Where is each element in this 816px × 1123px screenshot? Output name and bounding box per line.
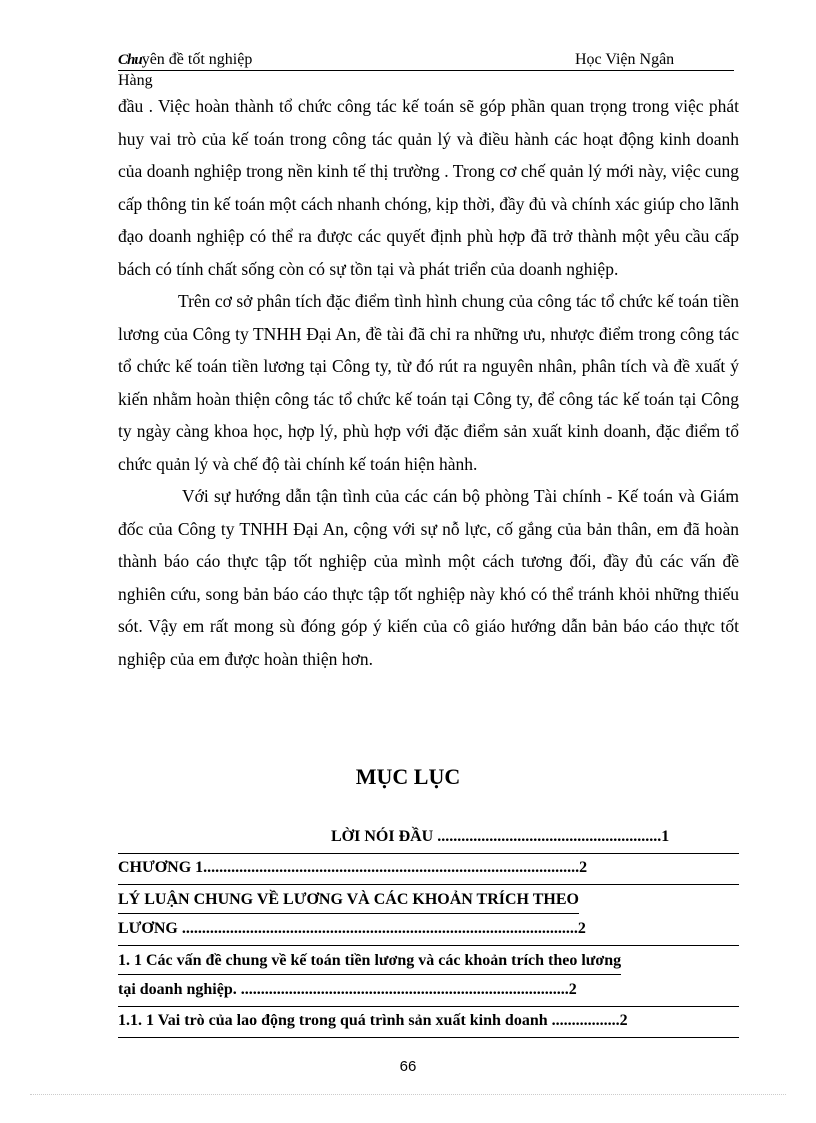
page-header [118, 50, 734, 71]
toc-title: MỤC LỤC [355, 764, 461, 789]
paragraph: đầu . Việc hoàn thành tổ chức công tác kế toán sẽ góp phần quan trọng trong việc phát huy vai trò của kế toán trong công tác quản lý và điều hành các hoạt động kinh doanh của doanh nghiệp trong nền kinh tế thị trường . Trong cơ chế quản lý mới này, việc cung cấp thông tin kế toán một cách nhanh chóng, kịp thời, đầy đủ và chính xác giúp cho lãnh đạo doanh nghiệp có thể ra được các quyết định phù hợp đã trở thành một yêu cầu cấp bách có tính chất sống còn có sự tồn tại và phát triển của doanh nghiệp. [118, 96, 739, 279]
toc-entry[interactable] [118, 915, 739, 946]
toc-entry-text[interactable]: 1. 1 Các vấn đề chung về kế toán tiền lương và các khoản trích theo lương [118, 947, 621, 975]
header-logo: Chu [118, 52, 142, 68]
toc-entry-text[interactable]: 1.1. 1 Vai trò của lao động trong quá trình sản xuất kinh doanh .................2 [118, 1012, 628, 1029]
body-text [118, 90, 739, 675]
toc-entry-text[interactable]: tại doanh nghiệp. ..................................................................................2 [118, 981, 577, 998]
toc-entry-text[interactable]: CHƯƠNG 1..............................................................................................2 [118, 859, 588, 876]
toc-entry[interactable] [118, 885, 739, 915]
header-right-text: Học Viện Ngân [575, 51, 675, 68]
header-left-text: yên đề tốt nghiệp [141, 51, 253, 68]
page-bottom-divider [30, 1094, 786, 1095]
toc-entry[interactable] [118, 946, 739, 976]
paragraph: Với sự hướng dẫn tận tình của các cán bộ phòng Tài chính - Kế toán và Giám đốc của Công ty TNHH Đại An, cộng với sự nỗ lực, cố gắng của bản thân, em đã hoàn thành báo cáo thực tập tốt nghiệp của mình một cách tương đối, đầy đủ các vấn đề nghiên cứu, song bản báo cáo thực tập tốt nghiệp này khó có thể tránh khỏi những thiếu sót. Vậy em rất mong sù đóng góp ý kiến của cô giáo hướng dẫn bản báo cáo thực tốt nghiệp của em được hoàn thiện hơn. [118, 486, 739, 669]
toc-entry[interactable] [118, 976, 739, 1007]
toc-entry[interactable] [118, 823, 739, 854]
toc-entry-text[interactable]: LƯƠNG ...................................................................................................2 [118, 920, 586, 937]
paragraph: Trên cơ sở phân tích đặc điểm tình hình chung của công tác tổ chức kế toán tiền lương của Công ty TNHH Đại An, đề tài đã chỉ ra những ưu, nhược điểm trong công tác tổ chức kế toán tiền lương tại Công ty, từ đó rút ra nguyên nhân, phân tích và đề xuất ý kiến nhằm hoàn thiện công tác tổ chức kế toán tại Công ty, để công tác kế toán tại Công ty ngày càng khoa học, hợp lý, phù hợp với đặc điểm sản xuất kinh doanh, đặc điểm tổ chức quản lý và chế độ tài chính kế toán hiện hành. [118, 291, 739, 474]
header-right-continuation: Hàng [118, 72, 153, 89]
header-left [118, 51, 252, 69]
toc-entry[interactable] [118, 1007, 739, 1038]
table-of-contents [118, 823, 739, 1038]
toc-entry[interactable] [118, 854, 739, 885]
toc-entry-text[interactable]: LÝ LUẬN CHUNG VỀ LƯƠNG VÀ CÁC KHOẢN TRÍCH THEO [118, 886, 579, 914]
toc-entry-text[interactable]: LỜI NÓI ĐẦU ........................................................1 [331, 828, 670, 845]
page-number: 66 [399, 1058, 417, 1075]
